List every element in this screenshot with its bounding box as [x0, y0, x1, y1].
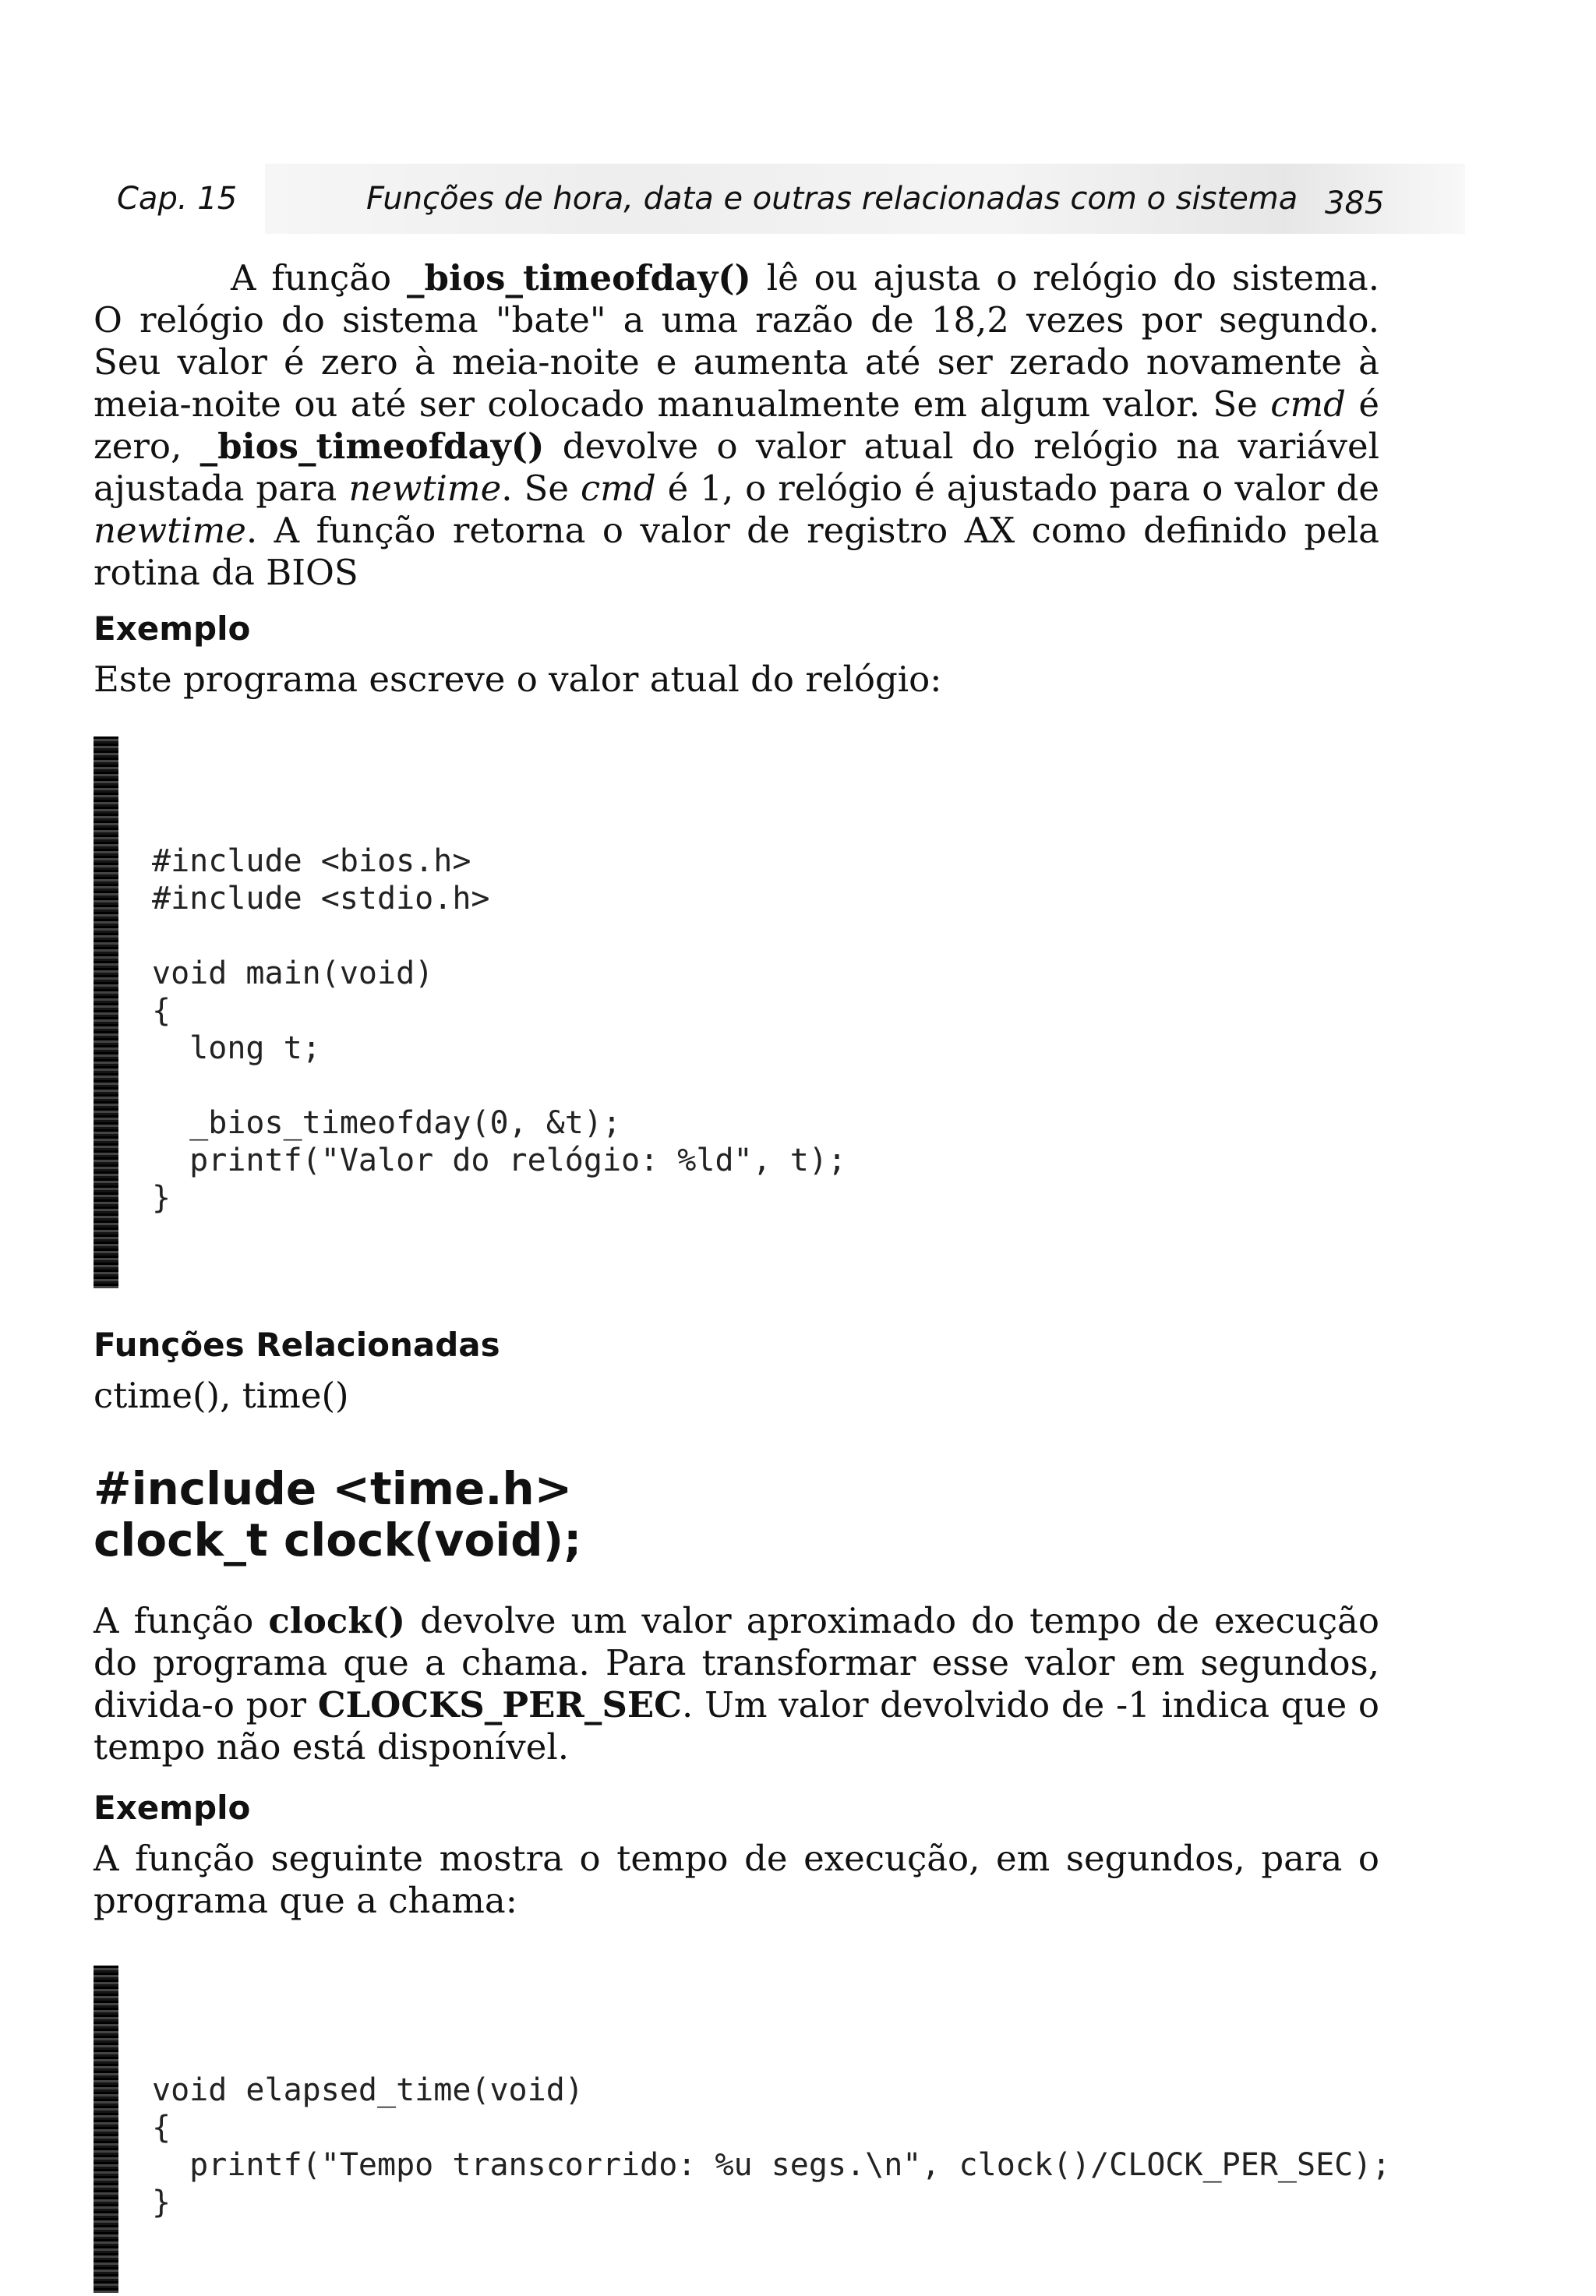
example-intro: Este programa escreve o valor atual do relógio: — [94, 659, 942, 700]
code-text-2: void elapsed_time(void) { printf("Tempo transcorrido: %u segs.\n", clock()/CLOCK_PER_SEC); } — [152, 2072, 1391, 2220]
prototype-include: #include <time.h> — [94, 1462, 573, 1515]
related-functions-heading: Funções Relacionadas — [94, 1326, 500, 1364]
page-content — [94, 257, 1391, 2296]
related-functions-list: ctime(), time() — [94, 1375, 349, 1416]
code-block-bios — [94, 730, 1379, 1291]
chapter-label: Cap. 15 — [117, 181, 238, 217]
example-intro-2: A função seguinte mostra o tempo de execução, em segundos, para o programa que a chama: — [94, 1838, 1379, 1921]
code-margin-bar — [94, 736, 118, 1288]
header-title: Funções de hora, data e outras relacionadas com o sistema — [366, 181, 1298, 217]
code-text: #include <bios.h> #include <stdio.h> void main(void) { long t; _bios_timeofday(0, &t); printf("Valor do relógio: %ld", t); } — [152, 843, 847, 1216]
example-heading: Exemplo — [94, 609, 251, 648]
clock-description: A função clock() devolve um valor aproximado do tempo de execução do programa que a chama. Para transformar esse valor em segundos, divida-o por CLOCKS_PER_SEC. Um valor devolvido de -1 indica que o tempo não está disponível. — [94, 1600, 1379, 1768]
code-margin-bar-2 — [94, 1966, 118, 2293]
running-header — [86, 164, 1385, 234]
clock-prototype — [94, 1463, 1379, 1566]
bios-timeofday-description: A função _bios_timeofday() lê ou ajusta o relógio do sistema. O relógio do sistema "bate" a uma razão de 18,2 vezes por segundo. Seu valor é zero à meia-noite e aumenta até ser zerado novamente à meia-noite ou até ser colocado manualmente em algum valor. Se cmd é zero, _bios_timeofday() devolve o valor atual do relógio na variável ajustada para newtime. Se cmd é 1, o relógio é ajustado para o valor de newtime. A função retorna o valor de registro AX como definido pela rotina da BIOS — [94, 257, 1379, 593]
code-block-clock — [94, 1959, 1391, 2296]
example-heading-2: Exemplo — [94, 1789, 251, 1827]
prototype-signature: clock_t clock(void); — [94, 1514, 582, 1567]
page-number: 385 — [1325, 185, 1385, 221]
